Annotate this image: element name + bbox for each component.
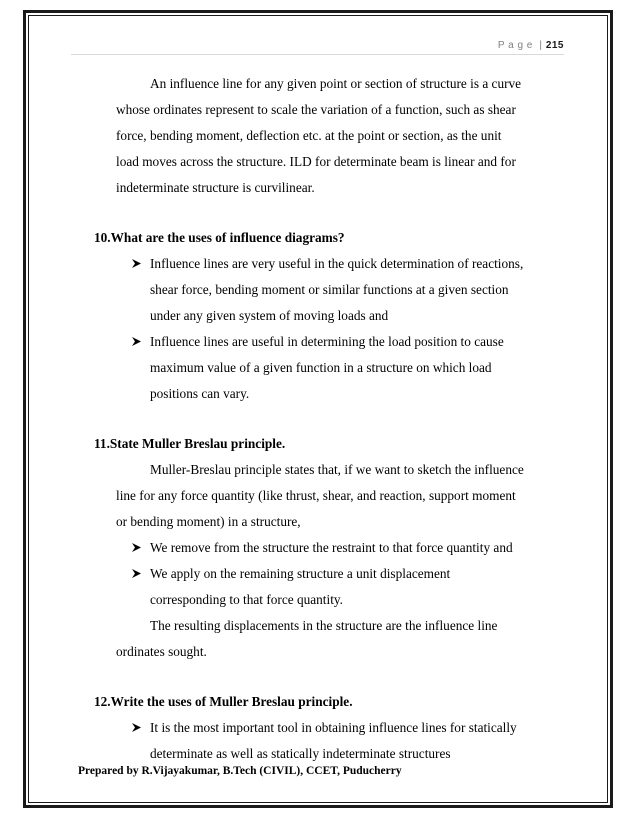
q11-para-line-2: line for any force quantity (like thrust, shear, and reaction, support moment [116, 488, 516, 503]
page-label: P a g e [497, 40, 533, 51]
intro-line-1: An influence line for any given point or section of structure is a curve [150, 76, 522, 91]
q11-bullet1-line-1: We remove from the structure the restraint to that force quantity and [150, 540, 513, 555]
arrow-bullet-icon [131, 258, 142, 269]
intro-line-5: indeterminate structure is curvilinear. [116, 180, 315, 195]
q10-bullet2-line-2: maximum value of a given function in a structure on which load [150, 360, 492, 375]
header-rule [71, 54, 564, 55]
page-number: 215 [545, 40, 564, 51]
q10-heading: 10.What are the uses of influence diagrams? [94, 230, 345, 245]
page-header [498, 40, 564, 51]
arrow-bullet-icon [131, 336, 142, 347]
q11-para-line-3: or bending moment) in a structure, [116, 514, 301, 529]
arrow-bullet-icon [131, 568, 142, 579]
arrow-bullet-icon [131, 542, 142, 553]
q11-bullet2-line-2: corresponding to that force quantity. [150, 592, 343, 607]
footer-credit: Prepared by R.Vijayakumar, B.Tech (CIVIL), CCET, Puducherry [78, 765, 402, 777]
q11-closing-line-2: ordinates sought. [116, 644, 207, 659]
q11-bullet2-line-1: We apply on the remaining structure a unit displacement [150, 566, 451, 581]
arrow-bullet-icon [131, 722, 142, 733]
q11-para-line-1: Muller-Breslau principle states that, if we want to sketch the influence [150, 462, 524, 477]
q11-closing-line-1: The resulting displacements in the structure are the influence line [150, 618, 498, 633]
q10-bullet1-line-3: under any given system of moving loads and [150, 308, 389, 323]
q10-bullet2-line-1: Influence lines are useful in determining the load position to cause [150, 334, 504, 349]
q10-bullet1-line-1: Influence lines are very useful in the quick determination of reactions, [150, 256, 524, 271]
q12-bullet1-line-1: It is the most important tool in obtaining influence lines for statically [150, 720, 517, 735]
q10-bullet1-line-2: shear force, bending moment or similar functions at a given section [150, 282, 509, 297]
intro-line-4: load moves across the structure. ILD for determinate beam is linear and for [116, 154, 516, 169]
intro-line-2: whose ordinates represent to scale the variation of a function, such as shear [116, 102, 516, 117]
q12-heading: 12.Write the uses of Muller Breslau principle. [94, 694, 353, 709]
q10-bullet2-line-3: positions can vary. [150, 386, 250, 401]
q12-bullet1-line-2: determinate as well as statically indeterminate structures [150, 746, 451, 761]
q11-heading: 11.State Muller Breslau principle. [94, 436, 286, 451]
intro-line-3: force, bending moment, deflection etc. at the point or section, as the unit [116, 128, 502, 143]
page-separator: | [539, 40, 543, 51]
